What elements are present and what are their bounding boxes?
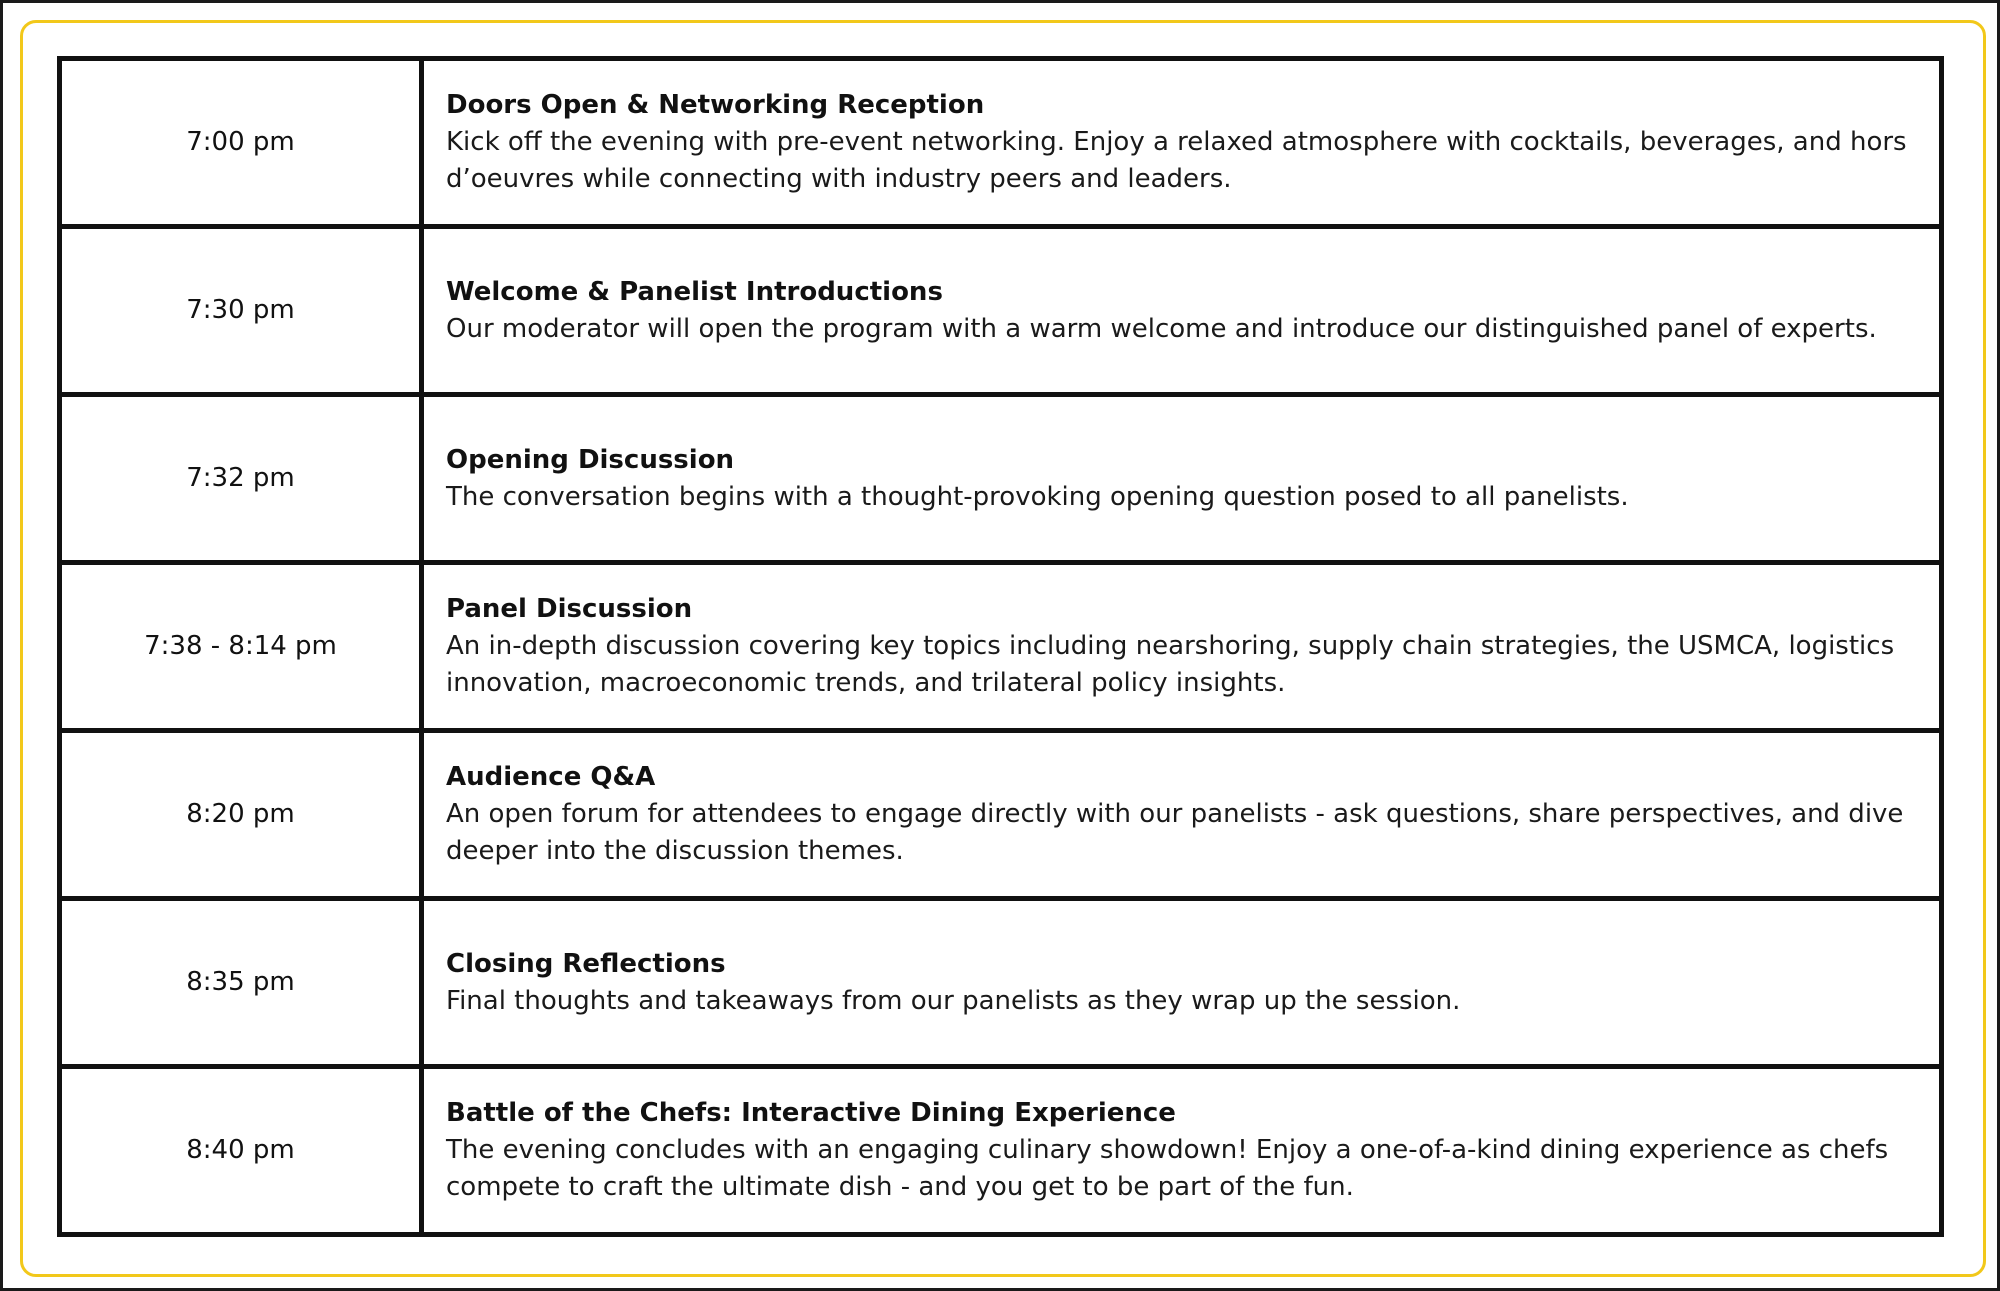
agenda-row xyxy=(60,395,1942,563)
agenda-detail xyxy=(422,731,1942,899)
agenda-row xyxy=(60,59,1942,227)
agenda-time: 7:38 - 8:14 pm xyxy=(60,563,422,731)
agenda-detail xyxy=(422,395,1942,563)
agenda-item-description: An open forum for attendees to engage directly with our panelists - ask questions, share perspectives, and dive deeper into the discussion themes. xyxy=(446,799,1904,866)
agenda-time: 7:30 pm xyxy=(60,227,422,395)
agenda-detail xyxy=(422,227,1942,395)
agenda-detail xyxy=(422,563,1942,731)
agenda-detail xyxy=(422,1067,1942,1235)
agenda-row xyxy=(60,731,1942,899)
agenda-item-description: Kick off the evening with pre-event networking. Enjoy a relaxed atmosphere with cocktails, beverages, and hors d’oeuvres while connecting with industry peers and leaders. xyxy=(446,127,1907,194)
agenda-item-description: Our moderator will open the program with a warm welcome and introduce our distinguished panel of experts. xyxy=(446,313,1877,344)
agenda-time: 8:35 pm xyxy=(60,899,422,1067)
agenda-item-description: An in-depth discussion covering key topics including nearshoring, supply chain strategies, the USMCA, logistics innovation, macroeconomic trends, and trilateral policy insights. xyxy=(446,631,1895,698)
agenda-time: 7:00 pm xyxy=(60,59,422,227)
agenda-item-title: Opening Discussion xyxy=(446,444,735,475)
agenda-item-description: Final thoughts and takeaways from our panelists as they wrap up the session. xyxy=(446,985,1461,1016)
agenda-detail xyxy=(422,59,1942,227)
agenda-item-description: The evening concludes with an engaging culinary showdown! Enjoy a one-of-a-kind dining experience as chefs compete to craft the ultimate dish - and you get to be part of the fun. xyxy=(446,1135,1889,1202)
agenda-item-title: Doors Open & Networking Reception xyxy=(446,90,985,120)
agenda-item-title: Welcome & Panelist Introductions xyxy=(446,276,943,307)
agenda-item-title: Panel Discussion xyxy=(446,594,693,624)
agenda-item-title: Audience Q&A xyxy=(446,762,656,792)
agenda-row xyxy=(60,1067,1942,1235)
agenda-item-title: Closing Reflections xyxy=(446,948,726,979)
agenda-item-description: The conversation begins with a thought-provoking opening question posed to all panelists. xyxy=(446,481,1629,512)
agenda-time: 7:32 pm xyxy=(60,395,422,563)
agenda-item-title: Battle of the Chefs: Interactive Dining Experience xyxy=(446,1098,1176,1128)
agenda-time: 8:40 pm xyxy=(60,1067,422,1235)
agenda-row xyxy=(60,563,1942,731)
agenda-time: 8:20 pm xyxy=(60,731,422,899)
agenda-detail xyxy=(422,899,1942,1067)
agenda-table xyxy=(57,56,1944,1237)
agenda-row xyxy=(60,227,1942,395)
agenda-row xyxy=(60,899,1942,1067)
